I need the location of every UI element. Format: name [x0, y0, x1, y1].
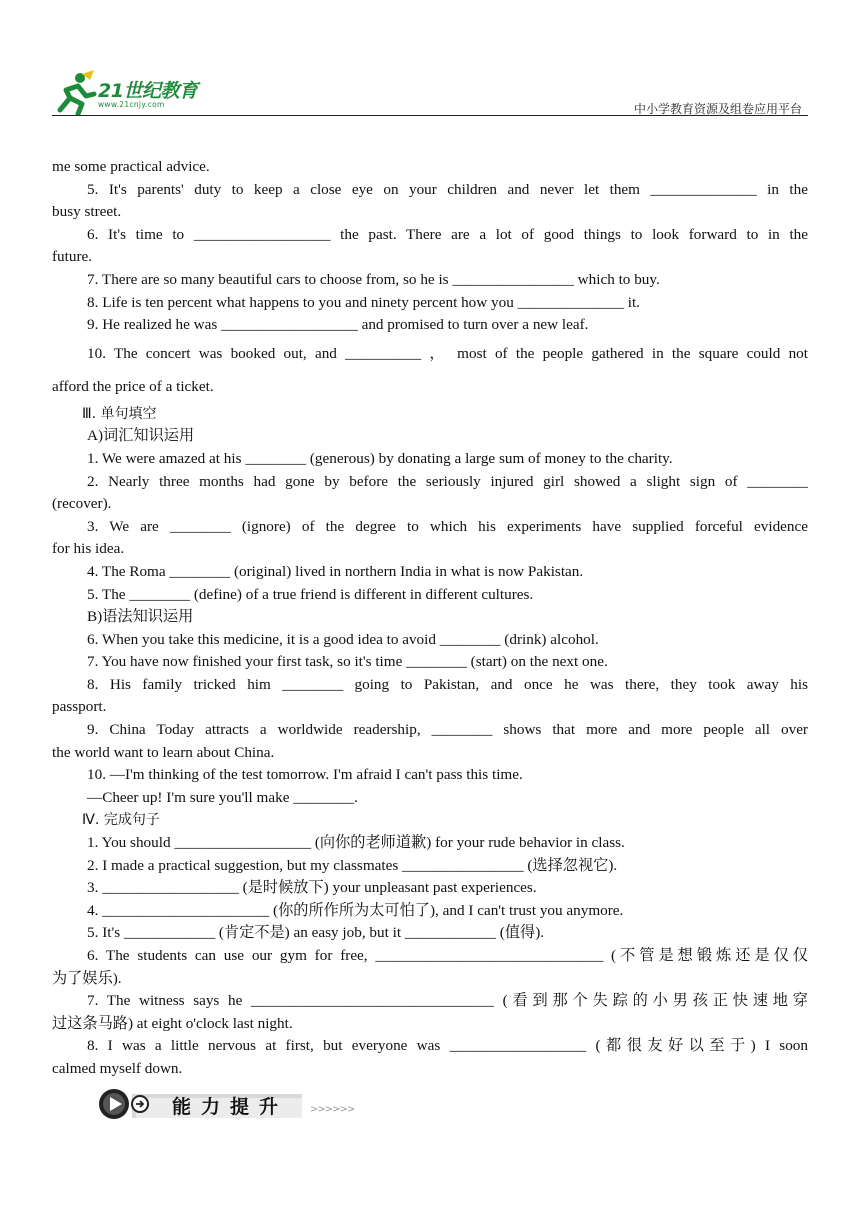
text-line: for his idea. — [52, 540, 125, 558]
page-header — [0, 0, 860, 120]
text-line: the world want to learn about China. — [52, 743, 275, 761]
text-line: busy street. — [52, 203, 122, 221]
text-line: Ⅳ. 完成句子 — [82, 812, 160, 829]
banner-arrows: >>>>>> — [310, 1104, 355, 1115]
text-line: 4. The Roma ________ (original) lived in northern India in what is now Pakistan. — [87, 562, 584, 580]
text-line: 2. Nearly three months had gone by before the seriously injured girl showed a slight sign of ________ — [87, 472, 808, 490]
text-line: B)语法知识运用 — [87, 608, 194, 626]
text-line: 为了娱乐). — [52, 969, 122, 987]
text-line: 8. His family tricked him ________ going to Pakistan, and once he was there, they took away his — [87, 675, 808, 693]
text-line: 6. It's time to __________________ the past. There are a lot of good things to look forward to in the — [87, 225, 808, 243]
section-banner — [92, 1086, 362, 1120]
text-line: 8. I was a little nervous at first, but everyone was __________________ (都很友好以至于) I soon — [87, 1037, 808, 1055]
site-logo — [52, 70, 212, 116]
text-line: 6. When you take this medicine, it is a good idea to avoid ________ (drink) alcohol. — [87, 630, 599, 648]
text-line: 9. He realized he was __________________ and promised to turn over a new leaf. — [87, 316, 589, 334]
text-line: 5. The ________ (define) of a true friend is different in different cultures. — [87, 585, 534, 603]
text-line: 1. We were amazed at his ________ (generous) by donating a large sum of money to the charity. — [87, 449, 673, 467]
exercise-content — [52, 156, 808, 1081]
text-line: 7. The witness says he ________________________________ (看到那个失踪的小男孩正快速地穿 — [87, 992, 808, 1010]
runner-logo-icon — [52, 70, 98, 116]
text-line: 10. —I'm thinking of the test tomorrow. I'm afraid I can't pass this time. — [87, 766, 523, 784]
text-line: 8. Life is ten percent what happens to you and ninety percent how you ______________ it. — [87, 293, 640, 311]
text-line: passport. — [52, 698, 107, 716]
text-line: me some practical advice. — [52, 158, 210, 175]
text-line: 过这条马路) at eight o'clock last night. — [52, 1014, 293, 1032]
text-line: Ⅲ. 单句填空 — [82, 405, 157, 422]
logo-text: 21世纪教育 — [98, 80, 198, 102]
text-line: calmed myself down. — [52, 1059, 183, 1077]
text-line: 5. It's parents' duty to keep a close eye on your children and never let them ______________ in the — [87, 180, 808, 198]
text-line: 5. It's ____________ (肯定不是) an easy job, but it ____________ (值得). — [87, 924, 545, 942]
text-line: 3. __________________ (是时候放下) your unpleasant past experiences. — [87, 879, 537, 897]
banner-title: 能力提升 — [172, 1096, 289, 1118]
text-line: 10. The concert was booked out, and __________ ， most of the people gathered in the square could not — [87, 344, 808, 362]
text-line: 9. China Today attracts a worldwide readership, ________ shows that more and more people all over — [87, 721, 808, 739]
text-line: 6. The students can use our gym for free, ______________________________ (不管是想锻炼还是仅仅 — [87, 947, 808, 964]
text-line: 1. You should __________________ (向你的老师道歉) for your rude behavior in class. — [87, 834, 625, 852]
text-line: A)词汇知识运用 — [87, 427, 195, 445]
logo-url: www.21cnjy.com — [98, 100, 165, 109]
text-line: 7. You have now finished your first task, so it's time ________ (start) on the next one. — [87, 653, 608, 671]
text-line: afford the price of a ticket. — [52, 377, 214, 395]
text-line: 2. I made a practical suggestion, but my classmates ________________ (选择忽视它). — [87, 856, 618, 874]
text-line: future. — [52, 248, 93, 266]
text-line: 7. There are so many beautiful cars to choose from, so he is ________________ which to buy. — [87, 270, 660, 288]
header-divider — [52, 115, 808, 116]
text-line: 3. We are ________ (ignore) of the degree to which his experiments have supplied forceful evidence — [87, 517, 808, 535]
platform-name: 中小学教育资源及组卷应用平台 — [633, 102, 802, 116]
text-line: 4. ______________________ (你的所作所为太可怕了), and I can't trust you anymore. — [87, 901, 624, 919]
text-line: —Cheer up! I'm sure you'll make ________. — [87, 788, 358, 806]
text-line: (recover). — [52, 495, 112, 513]
